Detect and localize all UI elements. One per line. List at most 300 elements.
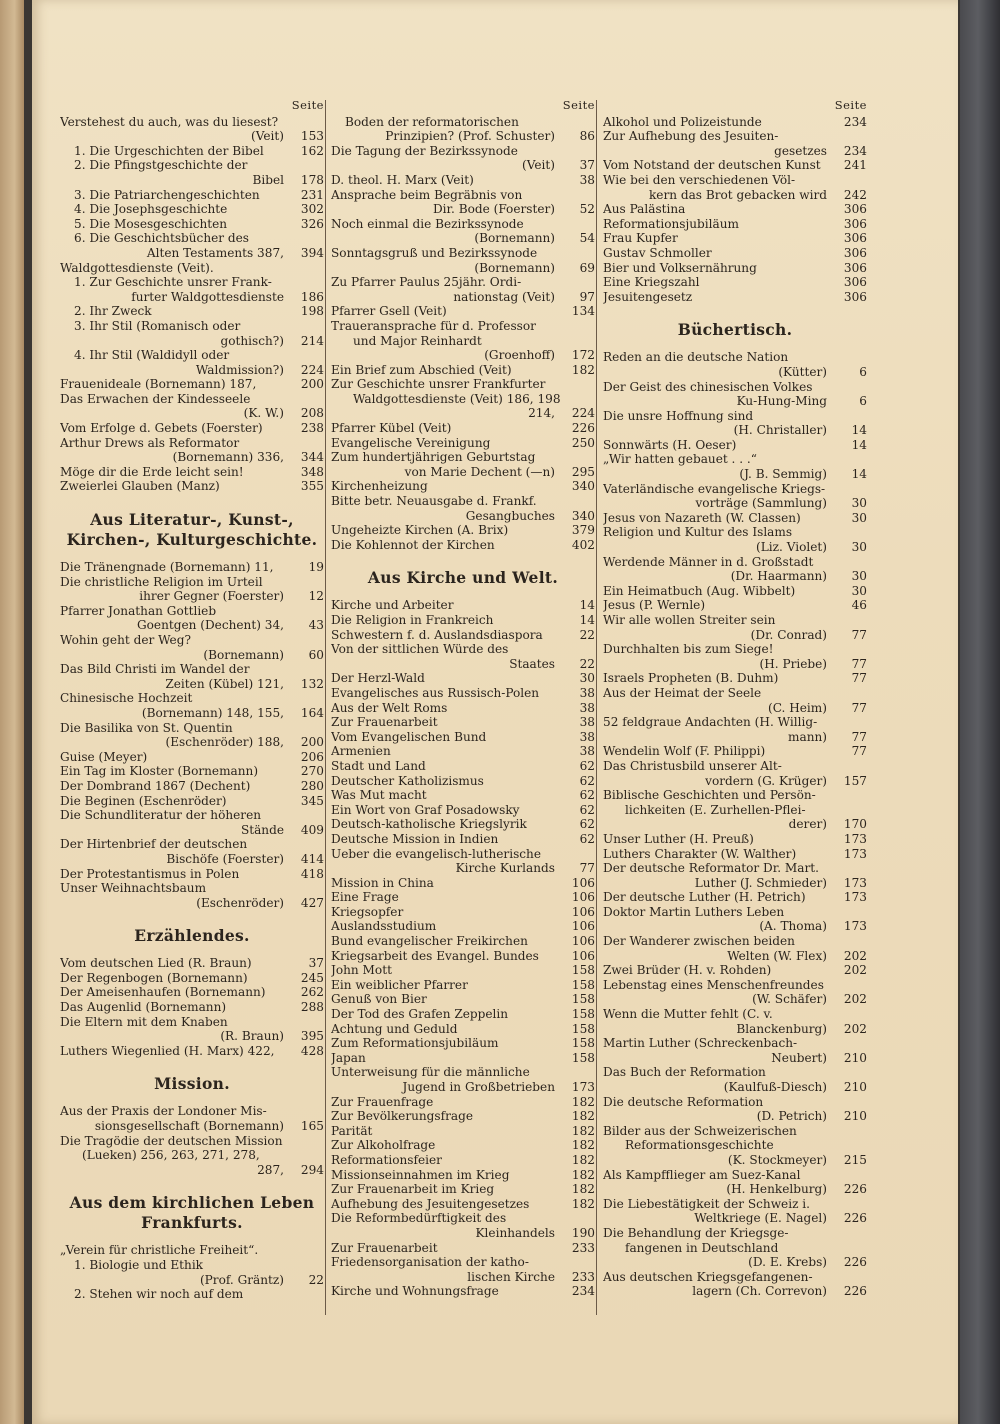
entry-continuation: (Veit) (251, 129, 284, 144)
index-entry (603, 202, 867, 217)
index-entry (60, 1015, 324, 1044)
entry-title: 6. Die Geschichtsbücher des (74, 231, 250, 246)
index-entry (603, 788, 867, 832)
entry-continuation: (K. Stockmeyer) (727, 1152, 827, 1167)
page-number: 202 (843, 1021, 867, 1036)
entry-continuation: Bischöfe (Foerster) (166, 851, 284, 866)
entry-title: Zum hundertjährigen Geburtstag (331, 450, 536, 465)
page-number: 172 (571, 348, 595, 363)
index-entry (603, 438, 867, 453)
entry-continuation: Staates (509, 656, 555, 671)
page-number: 306 (843, 260, 867, 275)
seite-label: Seite (291, 98, 324, 112)
entry-title: Verstehest du auch, was du liesest? (60, 114, 279, 129)
page-number: 226 (843, 1255, 867, 1270)
page-number: 200 (300, 377, 324, 392)
index-entry (603, 598, 867, 613)
entry-continuation: ihrer Gegner (Foerster) (139, 589, 284, 604)
page-number: 340 (571, 479, 595, 494)
entry-title: Die Eltern mit dem Knaben (60, 1014, 228, 1029)
page-number: 202 (843, 992, 867, 1007)
index-entry (60, 319, 324, 348)
page-number: 173 (571, 1080, 595, 1094)
entry-continuation: Reformationsgeschichte (625, 1138, 774, 1153)
entry-continuation: Luther (J. Schmieder) (694, 875, 827, 890)
page-number: 97 (579, 289, 595, 304)
index-entry (60, 575, 324, 604)
index-entry (331, 1138, 595, 1153)
page-number: 231 (300, 187, 324, 202)
index-entry (603, 715, 867, 744)
entry-title: Der Geist des chinesischen Volkes (603, 379, 813, 394)
entry-title: Vaterländische evangelische Kriegs- (603, 481, 826, 496)
entry-title: Gustav Schmoller (603, 245, 712, 260)
index-entry (603, 861, 867, 890)
index-entry (60, 158, 324, 187)
entry-title: Jesuitengesetz (603, 289, 693, 304)
index-entry (331, 803, 595, 818)
entry-continuation: lischen Kirche (467, 1269, 555, 1284)
page-number: 295 (571, 464, 595, 479)
page-number: 200 (300, 735, 324, 750)
page-number: 38 (579, 685, 595, 700)
section-heading-line: Aus Kirche und Welt. (367, 568, 559, 588)
index-entry (603, 1124, 867, 1168)
page-number: 238 (300, 421, 324, 436)
entry-title: Chinesische Hochzeit (60, 691, 193, 706)
index-entry (60, 750, 324, 765)
entry-title: 2. Ihr Zweck (74, 304, 152, 319)
page-number: 62 (579, 758, 595, 773)
page-number: 38 (579, 744, 595, 759)
entry-title: Zur Aufhebung des Jesuiten- (603, 129, 779, 144)
index-entry (331, 613, 595, 628)
index-entry (60, 1000, 324, 1015)
index-entry (603, 246, 867, 261)
page-number: 12 (308, 589, 324, 604)
page-number: 38 (579, 715, 595, 730)
page-number: 210 (843, 1050, 867, 1065)
entry-continuation: Zeiten (Kübel) 121, (165, 676, 284, 691)
entry-continuation: Stände (240, 822, 284, 837)
index-entry (331, 671, 595, 686)
page-number: 306 (843, 289, 867, 304)
page-number: 37 (308, 956, 324, 971)
index-entry (60, 691, 324, 720)
page-number: 30 (579, 671, 595, 686)
index-entry (331, 963, 595, 978)
page-number: 164 (300, 705, 324, 720)
entry-title: 2. Stehen wir noch auf dem (74, 1287, 244, 1302)
entry-title: Das Erwachen der Kindesseele (60, 391, 251, 406)
entry-title: Kirchenheizung (331, 479, 428, 494)
entry-title: Aus der Heimat der Seele (603, 685, 762, 700)
entry-continuation: vorträge (Sammlung) (695, 496, 827, 511)
page-number: 14 (579, 598, 595, 613)
entry-title: Ein weiblicher Pfarrer (331, 977, 468, 992)
entry-title: Kirche und Arbeiter (331, 598, 454, 613)
page-number: 30 (851, 569, 867, 584)
page-number: 77 (851, 627, 867, 642)
page-number: 46 (851, 598, 867, 613)
index-entry (60, 275, 324, 304)
index-entry (331, 523, 595, 538)
entry-continuation: (Bornemann) 336, (172, 450, 284, 465)
page-number: 6 (859, 364, 867, 379)
page-number: 395 (300, 1029, 324, 1044)
entry-title: Zu Pfarrer Paulus 25jähr. Ordi- (331, 275, 522, 290)
entry-title: Die deutsche Reformation (603, 1094, 764, 1109)
entry-title: Friedensorganisation der katho- (331, 1255, 529, 1270)
page-number: 86 (579, 129, 595, 144)
section-heading-line: Frankfurts. (141, 1213, 243, 1233)
entry-title: Biblische Geschichten und Persön- (603, 788, 816, 803)
entry-title: 1. Die Urgeschichten der Bibel (74, 143, 264, 158)
entry-title: Unser Weihnachtsbaum (60, 881, 207, 896)
entry-title: Die Behandlung der Kriegsge- (603, 1225, 789, 1240)
index-column-1 (60, 98, 324, 1302)
index-entry (331, 1007, 595, 1022)
page-number: 226 (843, 1284, 867, 1299)
page-number: 38 (579, 729, 595, 744)
entry-continuation: (H. Christaller) (733, 423, 827, 438)
index-entry (331, 1095, 595, 1110)
index-entry (331, 978, 595, 993)
page-number: 182 (571, 1167, 595, 1182)
entry-title: Wie bei den verschiedenen Völ- (603, 172, 796, 187)
entry-title: Deutsche Mission in Indien (331, 831, 499, 846)
index-entry (60, 1258, 324, 1287)
entry-title: Bitte betr. Neuausgabe d. Frankf. (331, 494, 537, 509)
entry-continuation: nationstag (Veit) (453, 289, 555, 304)
page-number: 158 (571, 977, 595, 992)
entry-title: Aus deutschen Kriegsgefangenen- (603, 1269, 813, 1284)
index-entry (331, 1065, 595, 1094)
entry-continuation: (Groenhoff) (484, 348, 555, 363)
entry-continuation: (Bornemann) (474, 231, 555, 246)
entry-title: Kriegsarbeit des Evangel. Bundes (331, 948, 539, 963)
entry-title: 4. Die Josephsgeschichte (74, 202, 228, 217)
entry-title: „Verein für christliche Freiheit“. (60, 1243, 259, 1258)
index-entry (60, 560, 324, 575)
entry-continuation: Kirche Kurlands (455, 861, 555, 876)
entry-title: Unterweisung für die männliche (331, 1065, 530, 1080)
index-entry (331, 1241, 595, 1256)
index-entry (60, 144, 324, 159)
index-entry (331, 144, 595, 173)
section-heading-line: Aus Literatur-, Kunst-, (90, 510, 294, 530)
entry-title: Guise (Meyer) (60, 749, 148, 764)
page-number: 165 (300, 1119, 324, 1134)
index-entry (331, 832, 595, 847)
page-number: 62 (579, 773, 595, 788)
page-number: 428 (300, 1043, 324, 1058)
entry-continuation: (Liz. Violet) (756, 540, 827, 555)
entry-title: Vom Evangelischen Bund (331, 729, 487, 744)
entry-continuation: derer) (788, 817, 827, 832)
page-number: 234 (843, 114, 867, 129)
entry-title: 3. Die Patriarchengeschichten (74, 187, 260, 202)
index-entry (603, 158, 867, 173)
index-entry (331, 715, 595, 730)
entry-title: D. theol. H. Marx (Veit) (331, 172, 474, 187)
page-number: 30 (851, 540, 867, 555)
page-number: 77 (851, 744, 867, 759)
index-entry (60, 794, 324, 809)
entry-continuation: Waldgottesdienste (Veit) 186, 198 (353, 391, 561, 406)
entry-title: Der Wanderer zwischen beiden (603, 934, 795, 949)
entry-title: Noch einmal die Bezirkssynode (331, 216, 524, 231)
index-entry (603, 759, 867, 788)
index-entry (331, 115, 595, 144)
index-entry (60, 764, 324, 779)
page-number: 326 (300, 216, 324, 231)
index-entry (603, 963, 867, 978)
entry-continuation: sionsgesellschaft (Bornemann) (94, 1119, 284, 1134)
index-entry (603, 905, 867, 934)
entry-continuation: (Prof. Gräntz) (199, 1272, 284, 1287)
index-entry (331, 1284, 595, 1299)
index-entry (60, 188, 324, 203)
entry-continuation: Prinzipien? (Prof. Schuster) (385, 129, 555, 144)
entry-title: Die Beginen (Eschenröder) (60, 793, 227, 808)
index-entry (331, 730, 595, 745)
entry-title: Zur Bevölkerungsfrage (331, 1109, 474, 1124)
index-entry (603, 525, 867, 554)
index-entry (60, 985, 324, 1000)
index-entry (60, 479, 324, 494)
entry-title: Der deutsche Luther (H. Petrich) (603, 890, 806, 905)
entry-continuation: (Eschenröder) 188, (165, 735, 284, 750)
index-entry (603, 1036, 867, 1065)
page-number: 19 (308, 560, 324, 575)
page-number: 158 (571, 1021, 595, 1036)
index-entry (60, 604, 324, 633)
page-number: 182 (571, 1152, 595, 1167)
entry-title: Parität (331, 1123, 373, 1138)
entry-continuation: (K. W.) (243, 406, 284, 421)
index-entry (60, 1134, 324, 1178)
binding-right-edge (960, 0, 1000, 1424)
entry-continuation: Welten (W. Flex) (727, 948, 827, 963)
index-entry (331, 1182, 595, 1197)
page-number: 379 (571, 523, 595, 538)
entry-continuation: (Eschenröder) (196, 895, 284, 910)
entry-title: Wir alle wollen Streiter sein (603, 613, 776, 627)
page-number: 224 (300, 362, 324, 377)
entry-continuation: gothisch?) (220, 333, 284, 348)
entry-title: Reformationsjubiläum (603, 216, 739, 231)
index-entry (60, 1104, 324, 1133)
page-number: 158 (571, 1036, 595, 1051)
index-entry (603, 261, 867, 276)
entry-title: Auslandsstudium (331, 919, 437, 934)
index-entry (331, 538, 595, 553)
page-number: 242 (843, 187, 867, 202)
entry-title: Aus der Welt Roms (331, 700, 448, 715)
index-entry (60, 1243, 324, 1258)
index-entry (331, 598, 595, 613)
entry-title: Die Tragödie der deutschen Mission (60, 1133, 283, 1148)
index-entry (331, 759, 595, 774)
page-number: 77 (851, 729, 867, 744)
entry-title: Achtung und Geduld (331, 1021, 458, 1036)
page-number: 106 (571, 919, 595, 934)
entry-title: Luthers Wiegenlied (H. Marx) 422, (60, 1043, 275, 1058)
entry-title: 52 feldgraue Andachten (H. Willig- (603, 715, 818, 730)
index-entry (331, 817, 595, 832)
entry-title: Missionseinnahmen im Krieg (331, 1167, 510, 1182)
index-entry (331, 788, 595, 803)
page-number: 202 (843, 948, 867, 963)
entry-title: Zur Frauenarbeit (331, 715, 438, 730)
entry-title: Armenien (331, 744, 391, 759)
page-number: 69 (579, 260, 595, 275)
entry-title: Frau Kupfer (603, 231, 678, 246)
index-entry (331, 246, 595, 275)
entry-title: Zur Frauenarbeit (331, 1240, 438, 1255)
entry-title: Schwestern f. d. Auslandsdiaspora (331, 627, 543, 642)
page-number: 132 (300, 676, 324, 691)
index-entry (603, 350, 867, 379)
page-number: 224 (571, 406, 595, 421)
section-heading (331, 568, 595, 588)
index-entry (60, 202, 324, 217)
entry-continuation: (J. B. Semmig) (739, 467, 827, 482)
entry-title: Zwei Brüder (H. v. Rohden) (603, 963, 772, 978)
index-entry (60, 867, 324, 882)
page-number: 306 (843, 216, 867, 231)
index-entry (603, 409, 867, 438)
page-number: 233 (571, 1240, 595, 1255)
entry-title: Mission in China (331, 875, 434, 890)
page-number: 52 (579, 202, 595, 217)
index-entry (603, 1270, 867, 1299)
entry-title: Die Schundliteratur der höheren (60, 808, 262, 823)
index-entry (331, 1124, 595, 1139)
index-entry (331, 1168, 595, 1183)
index-entry (603, 217, 867, 232)
index-entry (60, 956, 324, 971)
page-number: 38 (579, 700, 595, 715)
page-number: 106 (571, 948, 595, 963)
seite-label: Seite (834, 98, 867, 112)
page-number: 158 (571, 963, 595, 978)
index-entry (331, 479, 595, 494)
index-entry (331, 919, 595, 934)
entry-title: Waldgottesdienste (Veit). (60, 260, 214, 275)
page-number: 280 (300, 778, 324, 793)
entry-continuation: vordern (G. Krüger) (705, 773, 827, 788)
entry-title: 4. Ihr Stil (Waldidyll oder (74, 348, 230, 363)
page-number: 157 (843, 773, 867, 788)
entry-title: Jesus von Nazareth (W. Classen) (603, 510, 801, 525)
entry-title: Kirche und Wohnungsfrage (331, 1284, 499, 1299)
entry-title: Bund evangelischer Freikirchen (331, 934, 528, 949)
entry-title: Die unsre Hoffnung sind (603, 408, 754, 423)
entry-title: Ansprache beim Begräbnis von (331, 187, 523, 202)
entry-title: John Mott (331, 963, 392, 978)
page-number: 77 (851, 656, 867, 671)
entry-title: Aus Palästina (603, 202, 686, 217)
page-number: 355 (300, 479, 324, 494)
page-number: 294 (300, 1162, 324, 1177)
entry-title: Wendelin Wolf (F. Philippi) (603, 744, 766, 759)
entry-continuation: (A. Thoma) (759, 919, 827, 934)
page-number: 182 (571, 1196, 595, 1211)
page-number: 345 (300, 793, 324, 808)
page-number: 418 (300, 866, 324, 881)
section-heading-line: Aus dem kirchlichen Leben (69, 1193, 315, 1213)
index-entry (60, 436, 324, 465)
index-entry (60, 392, 324, 421)
entry-title: Eine Kriegszahl (603, 275, 700, 290)
index-entry (60, 377, 324, 392)
entry-title: Ein Wort von Graf Posadowsky (331, 802, 520, 817)
entry-title: Boden der reformatorischen (345, 114, 519, 129)
index-entry (331, 1153, 595, 1168)
entry-continuation: gesetzes (774, 143, 827, 158)
page-number: 409 (300, 822, 324, 837)
index-entry (331, 847, 595, 876)
page-number: 182 (571, 1109, 595, 1124)
page-number: 158 (571, 992, 595, 1007)
entry-title: Aus der Praxis der Londoner Mis- (60, 1104, 267, 1119)
entry-title: Der Hirtenbrief der deutschen (60, 837, 248, 852)
page-number: 226 (843, 1182, 867, 1197)
entry-title: Stadt und Land (331, 758, 426, 773)
entry-title: Der Tod des Grafen Zeppelin (331, 1007, 509, 1022)
page-number: 62 (579, 831, 595, 846)
index-entry (331, 1109, 595, 1124)
index-entry (603, 584, 867, 599)
page-number: 158 (571, 1050, 595, 1065)
index-entry (603, 642, 867, 671)
entry-title: „Wir hatten gebauet . . .“ (603, 452, 757, 467)
entry-title: Unser Luther (H. Preuß) (603, 831, 754, 846)
page-number: 215 (843, 1152, 867, 1167)
page-number: 62 (579, 817, 595, 832)
page-number: 206 (300, 749, 324, 764)
entry-continuation: Ku-Hung-Ming (736, 394, 827, 409)
entry-continuation: 287, (257, 1162, 284, 1177)
entry-title: Luthers Charakter (W. Walther) (603, 846, 797, 861)
index-entry (603, 1197, 867, 1226)
entry-title: Genuß von Bier (331, 992, 427, 1007)
page-number: 54 (579, 231, 595, 246)
entry-title: Kriegsopfer (331, 904, 404, 919)
entry-continuation: (R. Braun) (220, 1029, 284, 1044)
entry-title: Traueransprache für d. Professor (331, 318, 536, 333)
page-number: 106 (571, 934, 595, 949)
index-entry (60, 1044, 324, 1059)
entry-title: Religion und Kultur des Islams (603, 525, 793, 540)
entry-title: Sonntagsgruß und Bezirkssynode (331, 245, 538, 260)
index-entry (331, 173, 595, 188)
page-number: 77 (851, 700, 867, 715)
index-entry (603, 1168, 867, 1197)
entry-continuation: (Bornemann) (474, 260, 555, 275)
page-number: 14 (851, 437, 867, 452)
index-entry (60, 633, 324, 662)
entry-title: Alkohol und Polizeistunde (603, 114, 762, 129)
entry-continuation: (Kaulfuß-Diesch) (723, 1080, 827, 1094)
page-number: 77 (851, 671, 867, 686)
entry-title: Vom Notstand der deutschen Kunst (603, 158, 821, 173)
index-entry (60, 261, 324, 276)
page-number: 226 (843, 1211, 867, 1226)
index-entry (60, 217, 324, 232)
